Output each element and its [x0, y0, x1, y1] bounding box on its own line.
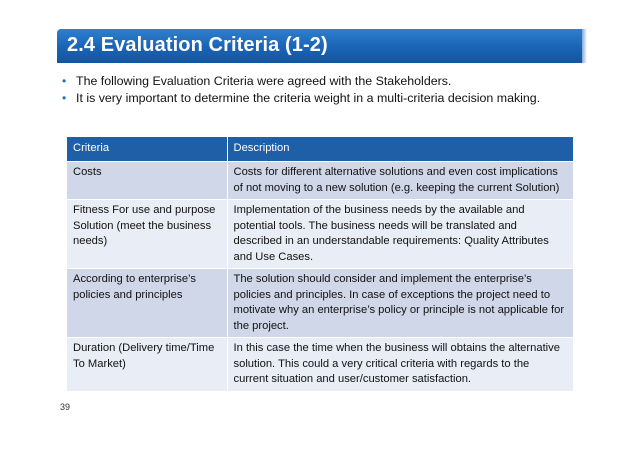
- title-bar: [57, 29, 582, 63]
- criteria-cell: Duration (Delivery time/Time To Market): [67, 338, 227, 391]
- slide-title: 2.4 Evaluation Criteria (1-2): [67, 34, 328, 56]
- bullet-list: [62, 73, 582, 107]
- bullet-text: The following Evaluation Criteria were agreed with the Stakeholders.: [76, 74, 452, 88]
- bullet-dot-icon: •: [62, 91, 67, 105]
- description-cell: In this case the time when the business will obtains the alternative solution. This could a very critical criteria with regards to the current situation and user/customer satisfaction.: [227, 338, 573, 391]
- page-number: 39: [60, 402, 71, 412]
- criteria-cell: Fitness For use and purpose Solution (meet the business needs): [67, 200, 227, 269]
- column-header-criteria: Criteria: [67, 137, 227, 162]
- bullet-item: [62, 73, 582, 90]
- table-header-row: [67, 137, 573, 162]
- bullet-item: [62, 90, 582, 107]
- table-row: [67, 200, 573, 269]
- criteria-cell: According to enterprise’s policies and principles: [67, 269, 227, 338]
- bullet-text: It is very important to determine the criteria weight in a multi-criteria decision making.: [76, 91, 541, 105]
- description-cell: Costs for different alternative solutions and even cost implications of not moving to a new solution (e.g. keeping the current Solution): [227, 162, 573, 200]
- table-row: [67, 162, 573, 200]
- criteria-table: [67, 137, 574, 391]
- column-header-description: Description: [227, 137, 573, 162]
- table-row: [67, 269, 573, 338]
- criteria-cell: Costs: [67, 162, 227, 200]
- description-cell: The solution should consider and implement the enterprise’s policies and principles. In case of exceptions the project need to motivate why an enterprise’s policy or principle is not applicable for the project.: [227, 269, 573, 338]
- description-cell: Implementation of the business needs by the available and potential tools. The business needs will be translated and described in an understandable requirements: Quality Attributes and Use Cases.: [227, 200, 573, 269]
- bullet-dot-icon: •: [62, 74, 67, 88]
- table-row: [67, 338, 573, 391]
